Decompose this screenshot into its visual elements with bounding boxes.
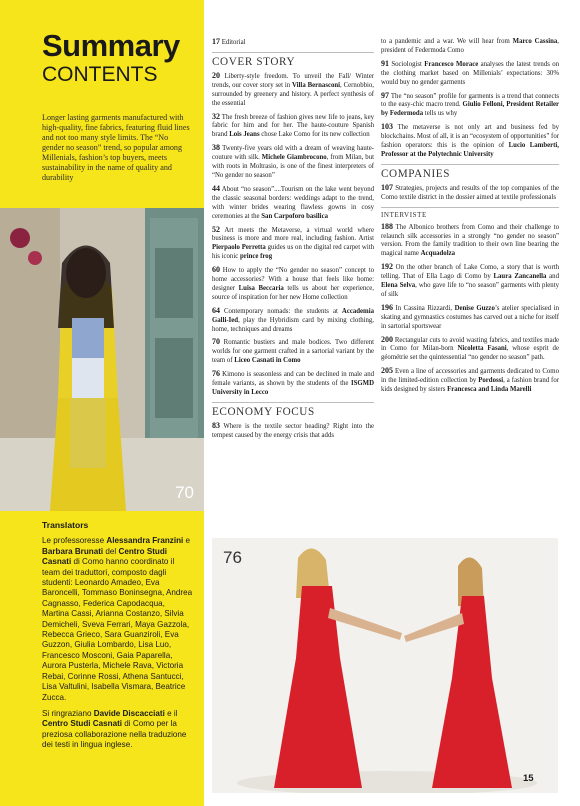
contents-entry bbox=[381, 184, 559, 203]
divider bbox=[212, 52, 374, 53]
contents-entry bbox=[381, 60, 559, 88]
contents-entry bbox=[381, 263, 559, 300]
text-run: On the other branch of Lake Como, a story that is worth telling. That of Ella Lago di Como by bbox=[381, 264, 559, 281]
text-run: Si ringraziano bbox=[42, 708, 94, 718]
text-run: to a pandemic and a war. We will hear from bbox=[381, 38, 513, 45]
bold-name: Michele Giambrocono bbox=[261, 154, 327, 162]
text-run: , who gave life to “no season” garments with plenty of silk bbox=[381, 282, 559, 298]
text-run: , Cernobbio, surrounded by greenery and history. A perfect synthesis of the essential bbox=[212, 81, 374, 107]
section-heading: ECONOMY FOCUS bbox=[212, 405, 315, 418]
contents-entry bbox=[212, 113, 374, 141]
text-run: In Cassina Rizzardi, bbox=[393, 304, 455, 312]
entry-page-number: 32 bbox=[212, 111, 220, 121]
contents-entry bbox=[212, 226, 374, 263]
entry-page-number: 76 bbox=[212, 369, 220, 379]
entry-page-number: 20 bbox=[212, 70, 220, 80]
contents-column-right bbox=[381, 38, 559, 399]
entry-page-number: 188 bbox=[381, 221, 393, 231]
bold-name: Centro Studi Casnati bbox=[42, 546, 168, 567]
text-run: About “no season”....Tourism on the lake went beyond the classic seasonal borders: weddings adapt to the trend, with winter brides wearing flawless gowns in cosy ceremonies at the bbox=[212, 185, 374, 220]
text-run: Strategies, projects and results of the top companies of the Como textile district in the dossier aimed at textile professionals bbox=[381, 184, 559, 201]
contents-entry bbox=[381, 123, 559, 160]
translators-box bbox=[42, 520, 194, 757]
translators-paragraph bbox=[42, 536, 194, 703]
entry-page-number: 196 bbox=[381, 302, 393, 312]
text-run: chose Lake Como for its new collection bbox=[259, 131, 370, 139]
bold-name: Francesco Morace bbox=[424, 60, 479, 68]
text-run: e bbox=[183, 536, 191, 546]
contents-entry bbox=[212, 370, 374, 398]
contents-entry bbox=[212, 72, 374, 109]
contents-entry bbox=[381, 223, 559, 260]
left-column bbox=[0, 0, 204, 806]
bold-name: Barbara Brunati bbox=[42, 546, 104, 556]
text-run: Romantic bustiers and male bodices. Two different worlds for one garment crafted in a sartorial variant by the team of bbox=[212, 339, 374, 365]
text-run: Liberty-style freedom. To unveil the Fall/ Winter trends, our cover story set in bbox=[212, 72, 374, 89]
contents-column-middle bbox=[212, 38, 374, 445]
text-run: e il bbox=[164, 708, 178, 718]
text-run: , president of Federmoda Como bbox=[381, 38, 559, 54]
contents-entry bbox=[381, 304, 559, 332]
bold-name: Lucio Lamberti, Professor at the Polytechnic University bbox=[381, 142, 559, 158]
photo-two-women-red-dresses-image bbox=[212, 538, 558, 793]
divider bbox=[212, 402, 374, 403]
contents-entry bbox=[212, 266, 374, 303]
entry-page-number: 205 bbox=[381, 366, 393, 376]
bold-name: Giulio Felloni, President Retailer by Federmoda bbox=[381, 101, 559, 118]
bold-name: Elena Selva bbox=[381, 282, 416, 290]
entry-page-number: 70 bbox=[212, 337, 220, 347]
entry-page-number: 91 bbox=[381, 58, 389, 68]
text-run: analyses the latest trends on the clothing market based on Millenials’ expectations: 30% would buy no gender garments bbox=[381, 60, 559, 86]
photo-two-women-red-dresses bbox=[212, 538, 558, 793]
text-run: del bbox=[103, 546, 119, 556]
text-run: , a fashion brand for kids designed by sisters bbox=[381, 377, 559, 394]
acknowledgements-paragraph bbox=[42, 709, 194, 751]
text-run: tells us about her experience, source of inspiration for her new Home collection bbox=[212, 284, 374, 301]
text-run: di Como per la preziosa collaborazione nella traduzione dei testi in lingua inglese. bbox=[42, 719, 187, 750]
entry-page-number: 97 bbox=[381, 90, 389, 100]
photo-page-number: 70 bbox=[175, 483, 194, 502]
entry-page-number: 17 bbox=[212, 37, 220, 46]
text-run: guides us on the digital red carpet with his iconic bbox=[212, 244, 374, 261]
entry-page-number: 52 bbox=[212, 224, 220, 234]
text-run: Le professoresse bbox=[42, 536, 107, 546]
entry-page-number: 200 bbox=[381, 334, 393, 344]
text-run: Even a line of accessories and garments dedicated to Como in the limited-edition collection by bbox=[381, 368, 559, 385]
entry-page-number: 60 bbox=[212, 265, 220, 275]
text-run: tells us why bbox=[423, 110, 458, 118]
contents-entry bbox=[381, 92, 559, 120]
entry-page-number: 38 bbox=[212, 143, 220, 153]
contents-entry bbox=[381, 336, 559, 364]
bold-name: prince frog bbox=[239, 253, 273, 261]
bold-name: Liceo Casnati in Como bbox=[234, 357, 301, 365]
bold-name: Acquadolza bbox=[420, 250, 456, 258]
text-run: Where is the textile sector heading? Right into the tempest caused by the energy crisis that adds bbox=[212, 422, 374, 439]
bold-name: Centro Studi Casnati bbox=[42, 719, 123, 729]
intro-text: Longer lasting garments manufactured with high-quality, fine fabrics, featuring fluid lines and not too many style limits. The “No gender no season” trend, so popular among Millenials, fashion’s top buyers, meets sustainability in the name of quality and durability bbox=[42, 113, 190, 182]
text-run: di Como hanno coordinato il team dei traduttori, composto dagli studenti: Leonardo Amadeo, Eva Baroncelli, Tommaso Boninsegna, Andrea Cagnasso, Federica Capodacqua, Martina Cassi, Arianna Costanzo, Silvia Demicheli, Sveva Ferrari, Maya Gazzola, Rebecca Grieco, Sara Guanziroli, Eva Guzzon, Giulia Lombardo, Lisa Luo, Francesco Mosconi, Gaia Paparella, Aurora Pusterla, Michele Rava, Victoria Rebai, Corinne Rossi, Athena Santucci, Lisa Valtulini, Isabella Vismara, Beatrice Zucca. bbox=[42, 557, 193, 702]
entry-page-number: 103 bbox=[381, 122, 393, 132]
contents-entry bbox=[212, 307, 374, 335]
divider bbox=[381, 164, 559, 165]
text-run: Contemporary nomads: the students at bbox=[220, 307, 342, 315]
bold-name: Alessandra Franzini bbox=[106, 536, 184, 546]
section-heading: INTERVISTE bbox=[381, 210, 427, 219]
text-run: The metaverse is not only art and business fed by blockchains. Most of all, it is an “ecosystem of opportunities” for fashion operators: this is the opinion of bbox=[381, 124, 559, 150]
text-run: Sociologist bbox=[389, 60, 425, 68]
bold-name: Pierpaolo Perretta bbox=[212, 244, 266, 252]
entry-page-number: 83 bbox=[212, 420, 220, 430]
bold-name: Davide Discacciati bbox=[93, 708, 165, 718]
text-run: Rectangular cuts to avoid wasting fabrics, and textiles made in Como for Milan-born bbox=[381, 336, 559, 353]
page-folio: 15 bbox=[523, 773, 534, 784]
contents-entry bbox=[212, 422, 374, 441]
bold-name: San Carpoforo basilica bbox=[261, 212, 328, 220]
photo-page-number: 76 bbox=[223, 548, 242, 567]
bold-name: Francesca and Linda Marelli bbox=[447, 386, 532, 394]
entry-page-number: 107 bbox=[381, 182, 393, 192]
bold-name: Accademia Galli-Ied bbox=[212, 307, 374, 324]
bold-name: Laura Zancanella bbox=[493, 273, 547, 281]
text-run: Twenty-five years old with a dream of weaving haute-couture with silk. bbox=[212, 145, 374, 162]
contents-entry bbox=[212, 144, 374, 181]
photo-woman-yellow-coat-image bbox=[0, 208, 204, 511]
section-heading: COVER STORY bbox=[212, 55, 296, 68]
bold-name: Lois Jeans bbox=[229, 131, 260, 139]
translators-title: Translators bbox=[42, 520, 89, 530]
contents-entry bbox=[381, 38, 559, 56]
text-run: , whose esprit de géométrie set the quintessential “no gender no season” path. bbox=[381, 345, 559, 362]
bold-name: Villa Bernasconi bbox=[292, 81, 341, 89]
text-run: Art meets the Metaverse, a virtual world where business is more and more real, including fashion. Artist bbox=[212, 226, 374, 243]
photo-woman-yellow-coat bbox=[0, 208, 204, 511]
text-run: How to apply the “No gender no season” concept to home accessories? With a house that feels like home: designer bbox=[212, 267, 374, 292]
bold-name: ISGMD University in Lecco bbox=[212, 380, 374, 396]
text-run: , play the Hybridism card by mixing clothing, home, techniques and dreams bbox=[212, 316, 374, 333]
divider bbox=[381, 207, 559, 208]
text-run: and bbox=[546, 273, 559, 281]
contents-entry bbox=[212, 38, 374, 48]
bold-name: Nicoletta Fasani bbox=[457, 345, 507, 353]
text-run: The Albonico brothers from Como and their challenge to relaunch silk accessories in a strongly “no gender no season” version. From the family tradition to their own line bearing the magical name bbox=[381, 223, 559, 258]
contents-entry bbox=[212, 338, 374, 366]
bold-name: Pordossi bbox=[478, 377, 504, 385]
section-heading: COMPANIES bbox=[381, 167, 451, 180]
text-run: ’s atelier specialised in skating and gymnastics costumes has carved out a niche for itself in sartorial sportswear bbox=[381, 304, 559, 330]
text-run: Editorial bbox=[220, 39, 246, 46]
entry-page-number: 44 bbox=[212, 183, 220, 193]
entry-page-number: 192 bbox=[381, 262, 393, 272]
bold-name: Luisa Beccaria bbox=[238, 284, 284, 292]
bold-name: Denise Guzzo bbox=[454, 304, 495, 312]
text-run: , from Milan, but with roots in Moltrasio, is one of the finest interpreters of “No gender no season” bbox=[212, 154, 374, 179]
contents-entry bbox=[381, 367, 559, 395]
bold-name: Marco Cassina bbox=[512, 38, 558, 45]
text-run: The fresh breeze of fashion gives new life to jeans, key fabric for him and for her. The haute-couture Spanish brand bbox=[212, 113, 374, 139]
page-subtitle: CONTENTS bbox=[42, 63, 158, 86]
page-title: Summary bbox=[42, 28, 180, 63]
text-run: The “no season” profile for garments is a trend that connects to the easy-chic macro trend. bbox=[381, 92, 559, 109]
contents-entry bbox=[212, 185, 374, 222]
text-run: Kimono is seasonless and can be declined in male and female variants, as shown by the students of the bbox=[212, 371, 374, 388]
entry-page-number: 64 bbox=[212, 305, 220, 315]
